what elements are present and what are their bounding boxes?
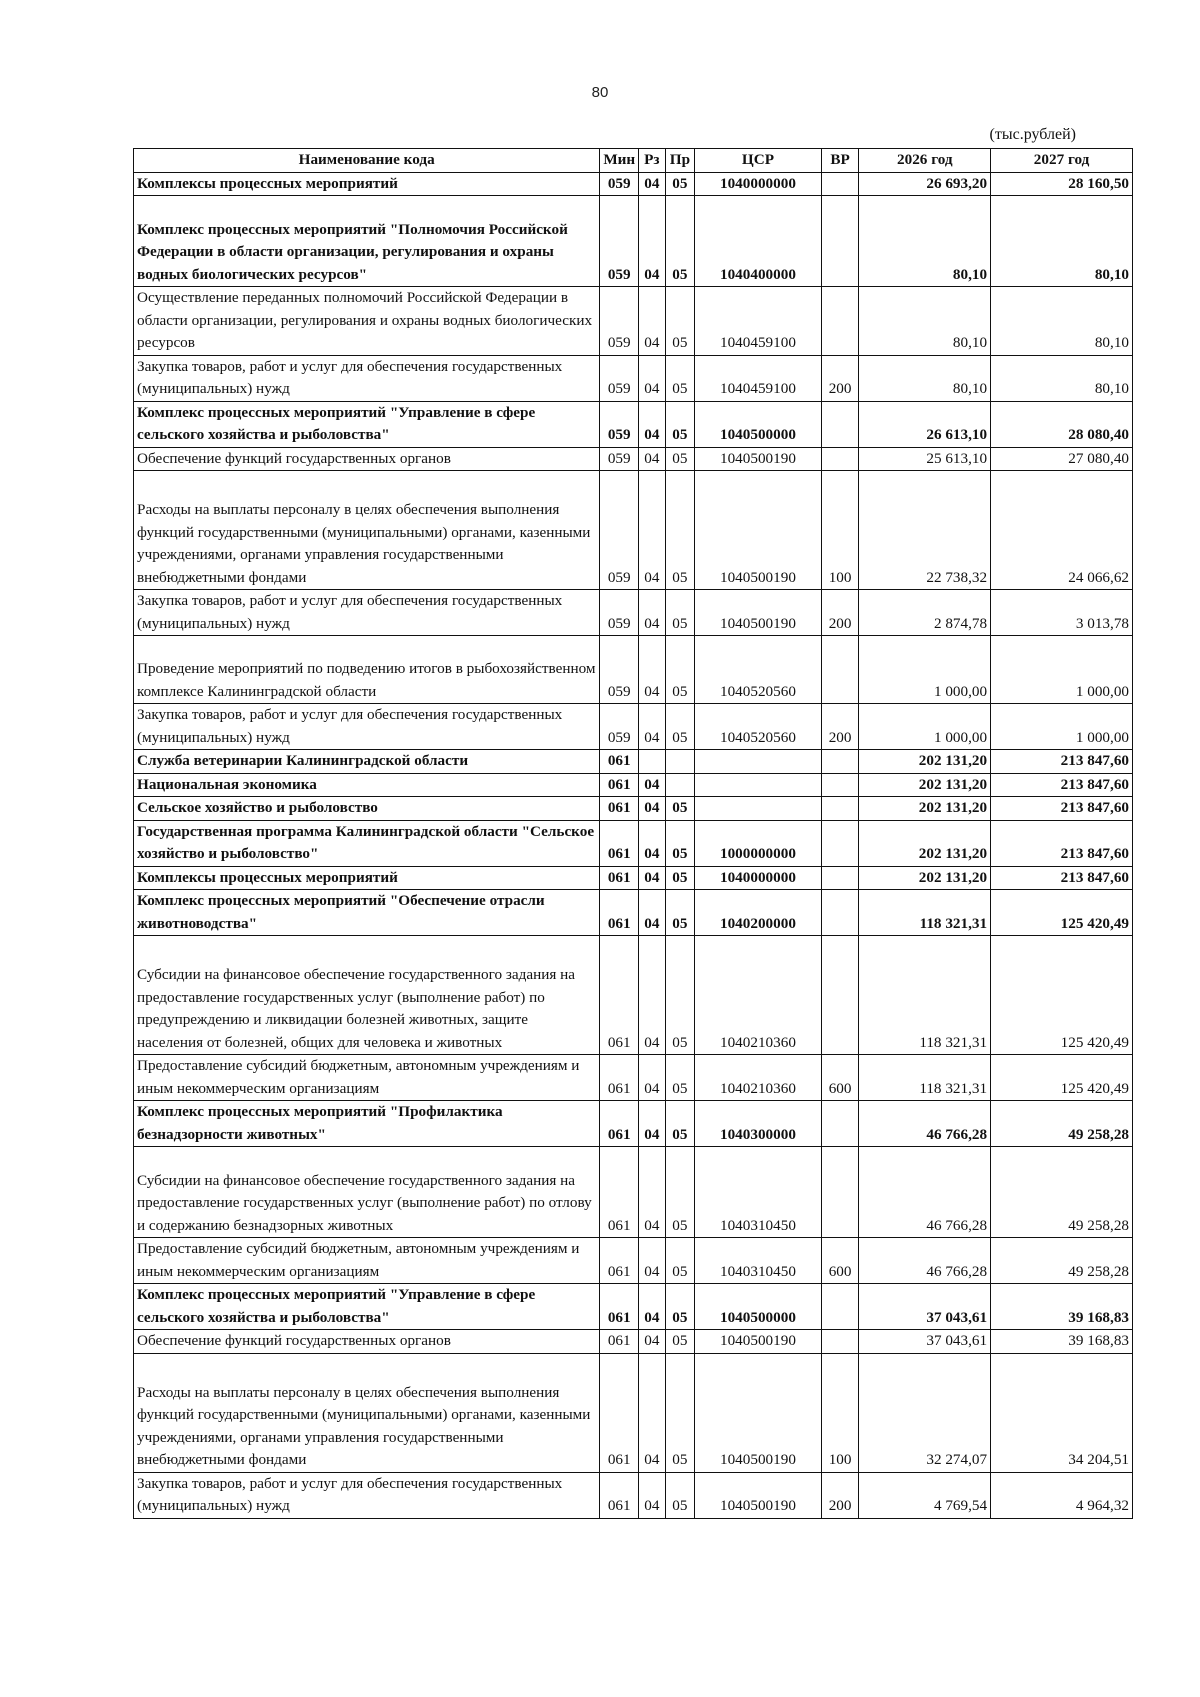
header-pr: Пр bbox=[665, 149, 695, 173]
table-row bbox=[134, 1055, 1133, 1101]
cell-vr bbox=[821, 890, 859, 936]
table-row bbox=[134, 401, 1133, 447]
cell-name: Закупка товаров, работ и услуг для обеспечения государственных (муниципальных) нужд bbox=[134, 1472, 600, 1518]
cell-min: 059 bbox=[600, 196, 639, 287]
cell-csr: 1040300000 bbox=[695, 1101, 822, 1147]
cell-pr bbox=[665, 773, 695, 797]
cell-csr: 1040500190 bbox=[695, 1330, 822, 1354]
cell-rz: 04 bbox=[639, 590, 666, 636]
cell-name: Закупка товаров, работ и услуг для обеспечения государственных (муниципальных) нужд bbox=[134, 355, 600, 401]
cell-rz: 04 bbox=[639, 355, 666, 401]
cell-2026: 22 738,32 bbox=[859, 471, 991, 590]
header-2026: 2026 год bbox=[859, 149, 991, 173]
cell-2027: 213 847,60 bbox=[991, 773, 1133, 797]
cell-2027: 213 847,60 bbox=[991, 750, 1133, 774]
cell-min: 059 bbox=[600, 471, 639, 590]
cell-min: 059 bbox=[600, 590, 639, 636]
cell-name: Обеспечение функций государственных органов bbox=[134, 447, 600, 471]
cell-min: 061 bbox=[600, 1147, 639, 1238]
header-name: Наименование кода bbox=[134, 149, 600, 173]
cell-2026: 2 874,78 bbox=[859, 590, 991, 636]
cell-pr: 05 bbox=[665, 447, 695, 471]
table-row bbox=[134, 890, 1133, 936]
page-number: 80 bbox=[591, 84, 609, 101]
header-vr: ВР bbox=[821, 149, 859, 173]
cell-min: 059 bbox=[600, 447, 639, 471]
cell-name: Предоставление субсидий бюджетным, автономным учреждениям и иным некоммерческим организациям bbox=[134, 1055, 600, 1101]
cell-2027: 49 258,28 bbox=[991, 1147, 1133, 1238]
cell-csr: 1040520560 bbox=[695, 636, 822, 704]
cell-vr bbox=[821, 196, 859, 287]
table-row bbox=[134, 1238, 1133, 1284]
cell-pr: 05 bbox=[665, 471, 695, 590]
cell-pr: 05 bbox=[665, 820, 695, 866]
cell-rz: 04 bbox=[639, 797, 666, 821]
cell-name: Комплекс процессных мероприятий "Управление в сфере сельского хозяйства и рыболовства" bbox=[134, 401, 600, 447]
cell-rz: 04 bbox=[639, 1353, 666, 1472]
cell-csr: 1040310450 bbox=[695, 1147, 822, 1238]
cell-rz: 04 bbox=[639, 1330, 666, 1354]
cell-vr bbox=[821, 820, 859, 866]
cell-min: 061 bbox=[600, 1101, 639, 1147]
cell-rz: 04 bbox=[639, 1147, 666, 1238]
cell-csr: 1040500190 bbox=[695, 590, 822, 636]
table-row bbox=[134, 1472, 1133, 1518]
cell-vr: 600 bbox=[821, 1238, 859, 1284]
cell-pr: 05 bbox=[665, 590, 695, 636]
cell-vr: 600 bbox=[821, 1055, 859, 1101]
cell-rz: 04 bbox=[639, 471, 666, 590]
cell-2026: 202 131,20 bbox=[859, 773, 991, 797]
table-row bbox=[134, 1101, 1133, 1147]
cell-2026: 25 613,10 bbox=[859, 447, 991, 471]
cell-2026: 46 766,28 bbox=[859, 1147, 991, 1238]
units-label: (тыс.рублей) bbox=[989, 126, 1076, 143]
cell-csr bbox=[695, 797, 822, 821]
cell-rz: 04 bbox=[639, 820, 666, 866]
cell-vr bbox=[821, 750, 859, 774]
cell-name: Закупка товаров, работ и услуг для обеспечения государственных (муниципальных) нужд bbox=[134, 590, 600, 636]
cell-pr: 05 bbox=[665, 1238, 695, 1284]
cell-min: 061 bbox=[600, 1353, 639, 1472]
cell-min: 061 bbox=[600, 1472, 639, 1518]
table-row bbox=[134, 1353, 1133, 1472]
cell-name: Расходы на выплаты персоналу в целях обеспечения выполнения функций государственными (муниципальными) органами, казенными учреждениями, органами управления государственными внебюджетными фондами bbox=[134, 1353, 600, 1472]
cell-vr: 100 bbox=[821, 471, 859, 590]
cell-csr: 1040459100 bbox=[695, 355, 822, 401]
cell-pr: 05 bbox=[665, 1147, 695, 1238]
cell-pr: 05 bbox=[665, 1101, 695, 1147]
cell-min: 061 bbox=[600, 866, 639, 890]
cell-2027: 3 013,78 bbox=[991, 590, 1133, 636]
cell-vr bbox=[821, 447, 859, 471]
cell-vr bbox=[821, 773, 859, 797]
cell-min: 059 bbox=[600, 636, 639, 704]
cell-pr: 05 bbox=[665, 355, 695, 401]
cell-pr: 05 bbox=[665, 936, 695, 1055]
cell-min: 061 bbox=[600, 773, 639, 797]
cell-2027: 27 080,40 bbox=[991, 447, 1133, 471]
table-row bbox=[134, 704, 1133, 750]
cell-name: Комплексы процессных мероприятий bbox=[134, 172, 600, 196]
header-min: Мин bbox=[600, 149, 639, 173]
cell-pr: 05 bbox=[665, 196, 695, 287]
cell-pr: 05 bbox=[665, 636, 695, 704]
cell-2027: 49 258,28 bbox=[991, 1238, 1133, 1284]
table-row bbox=[134, 1147, 1133, 1238]
cell-2026: 202 131,20 bbox=[859, 750, 991, 774]
cell-vr: 200 bbox=[821, 355, 859, 401]
table-row bbox=[134, 636, 1133, 704]
cell-name: Государственная программа Калининградской области "Сельское хозяйство и рыболовство" bbox=[134, 820, 600, 866]
cell-2027: 80,10 bbox=[991, 196, 1133, 287]
cell-2027: 24 066,62 bbox=[991, 471, 1133, 590]
cell-csr: 1040310450 bbox=[695, 1238, 822, 1284]
cell-vr bbox=[821, 936, 859, 1055]
table-row bbox=[134, 471, 1133, 590]
cell-2027: 125 420,49 bbox=[991, 890, 1133, 936]
cell-csr: 1040000000 bbox=[695, 172, 822, 196]
cell-2026: 118 321,31 bbox=[859, 936, 991, 1055]
cell-2027: 28 160,50 bbox=[991, 172, 1133, 196]
cell-rz: 04 bbox=[639, 1472, 666, 1518]
cell-pr: 05 bbox=[665, 704, 695, 750]
cell-2026: 118 321,31 bbox=[859, 890, 991, 936]
cell-2026: 202 131,20 bbox=[859, 866, 991, 890]
cell-2026: 37 043,61 bbox=[859, 1330, 991, 1354]
cell-rz: 04 bbox=[639, 1101, 666, 1147]
cell-rz: 04 bbox=[639, 936, 666, 1055]
cell-2027: 39 168,83 bbox=[991, 1284, 1133, 1330]
cell-pr: 05 bbox=[665, 1284, 695, 1330]
cell-2027: 80,10 bbox=[991, 287, 1133, 356]
cell-2026: 26 693,20 bbox=[859, 172, 991, 196]
cell-csr bbox=[695, 773, 822, 797]
cell-pr: 05 bbox=[665, 797, 695, 821]
cell-rz: 04 bbox=[639, 866, 666, 890]
cell-vr: 200 bbox=[821, 704, 859, 750]
cell-csr: 1040500190 bbox=[695, 1353, 822, 1472]
cell-pr: 05 bbox=[665, 1055, 695, 1101]
cell-2026: 26 613,10 bbox=[859, 401, 991, 447]
table-row bbox=[134, 196, 1133, 287]
cell-rz: 04 bbox=[639, 287, 666, 356]
cell-2027: 213 847,60 bbox=[991, 797, 1133, 821]
cell-vr: 200 bbox=[821, 590, 859, 636]
cell-2026: 118 321,31 bbox=[859, 1055, 991, 1101]
cell-2027: 213 847,60 bbox=[991, 820, 1133, 866]
cell-2026: 4 769,54 bbox=[859, 1472, 991, 1518]
cell-pr: 05 bbox=[665, 401, 695, 447]
cell-vr bbox=[821, 287, 859, 356]
cell-vr bbox=[821, 866, 859, 890]
cell-vr: 100 bbox=[821, 1353, 859, 1472]
cell-min: 059 bbox=[600, 287, 639, 356]
cell-vr bbox=[821, 1284, 859, 1330]
cell-name: Проведение мероприятий по подведению итогов в рыбохозяйственном комплексе Калининградской области bbox=[134, 636, 600, 704]
cell-2027: 213 847,60 bbox=[991, 866, 1133, 890]
cell-name: Служба ветеринарии Калининградской области bbox=[134, 750, 600, 774]
cell-csr: 1040500190 bbox=[695, 1472, 822, 1518]
cell-pr: 05 bbox=[665, 890, 695, 936]
cell-name: Комплекс процессных мероприятий "Управление в сфере сельского хозяйства и рыболовства" bbox=[134, 1284, 600, 1330]
cell-csr: 1040000000 bbox=[695, 866, 822, 890]
cell-csr: 1040500190 bbox=[695, 447, 822, 471]
cell-rz: 04 bbox=[639, 447, 666, 471]
header-rz: Рз bbox=[639, 149, 666, 173]
cell-name: Комплекс процессных мероприятий "Профилактика безнадзорности животных" bbox=[134, 1101, 600, 1147]
cell-2027: 4 964,32 bbox=[991, 1472, 1133, 1518]
table-row bbox=[134, 287, 1133, 356]
cell-csr: 1040500190 bbox=[695, 471, 822, 590]
table-row bbox=[134, 820, 1133, 866]
cell-2026: 32 274,07 bbox=[859, 1353, 991, 1472]
cell-csr: 1000000000 bbox=[695, 820, 822, 866]
cell-min: 059 bbox=[600, 355, 639, 401]
cell-name: Сельское хозяйство и рыболовство bbox=[134, 797, 600, 821]
cell-rz: 04 bbox=[639, 401, 666, 447]
table-row bbox=[134, 773, 1133, 797]
cell-rz: 04 bbox=[639, 1238, 666, 1284]
cell-vr bbox=[821, 1330, 859, 1354]
table-row bbox=[134, 866, 1133, 890]
header-csr: ЦСР bbox=[695, 149, 822, 173]
cell-rz: 04 bbox=[639, 704, 666, 750]
cell-2026: 202 131,20 bbox=[859, 820, 991, 866]
cell-min: 059 bbox=[600, 401, 639, 447]
cell-2026: 80,10 bbox=[859, 355, 991, 401]
cell-vr bbox=[821, 797, 859, 821]
cell-min: 061 bbox=[600, 1238, 639, 1284]
cell-csr: 1040200000 bbox=[695, 890, 822, 936]
cell-vr bbox=[821, 1147, 859, 1238]
cell-min: 059 bbox=[600, 704, 639, 750]
cell-2027: 1 000,00 bbox=[991, 704, 1133, 750]
cell-rz: 04 bbox=[639, 636, 666, 704]
cell-vr bbox=[821, 172, 859, 196]
cell-min: 061 bbox=[600, 1330, 639, 1354]
cell-2027: 34 204,51 bbox=[991, 1353, 1133, 1472]
cell-csr: 1040500000 bbox=[695, 401, 822, 447]
cell-name: Обеспечение функций государственных органов bbox=[134, 1330, 600, 1354]
cell-vr bbox=[821, 401, 859, 447]
cell-csr: 1040400000 bbox=[695, 196, 822, 287]
table-row bbox=[134, 172, 1133, 196]
cell-min: 061 bbox=[600, 750, 639, 774]
cell-2026: 46 766,28 bbox=[859, 1238, 991, 1284]
table-row bbox=[134, 447, 1133, 471]
cell-2027: 125 420,49 bbox=[991, 1055, 1133, 1101]
cell-min: 061 bbox=[600, 936, 639, 1055]
cell-csr: 1040210360 bbox=[695, 936, 822, 1055]
cell-2027: 125 420,49 bbox=[991, 936, 1133, 1055]
cell-vr bbox=[821, 636, 859, 704]
cell-rz bbox=[639, 750, 666, 774]
cell-min: 061 bbox=[600, 1284, 639, 1330]
cell-2026: 80,10 bbox=[859, 196, 991, 287]
table-header-row bbox=[134, 149, 1133, 173]
cell-pr: 05 bbox=[665, 172, 695, 196]
cell-name: Субсидии на финансовое обеспечение государственного задания на предоставление государственных услуг (выполнение работ) по предупреждению и ликвидации болезней животных, защите населения от болезней, общих для человека и животных bbox=[134, 936, 600, 1055]
cell-csr: 1040500000 bbox=[695, 1284, 822, 1330]
cell-csr: 1040520560 bbox=[695, 704, 822, 750]
cell-2026: 202 131,20 bbox=[859, 797, 991, 821]
cell-rz: 04 bbox=[639, 172, 666, 196]
table-row bbox=[134, 797, 1133, 821]
cell-pr: 05 bbox=[665, 1472, 695, 1518]
cell-2027: 1 000,00 bbox=[991, 636, 1133, 704]
cell-rz: 04 bbox=[639, 196, 666, 287]
cell-pr: 05 bbox=[665, 1330, 695, 1354]
cell-name: Закупка товаров, работ и услуг для обеспечения государственных (муниципальных) нужд bbox=[134, 704, 600, 750]
cell-min: 061 bbox=[600, 820, 639, 866]
cell-rz: 04 bbox=[639, 890, 666, 936]
cell-min: 061 bbox=[600, 1055, 639, 1101]
cell-2027: 80,10 bbox=[991, 355, 1133, 401]
cell-vr bbox=[821, 1101, 859, 1147]
header-2027: 2027 год bbox=[991, 149, 1133, 173]
budget-table bbox=[133, 148, 1133, 1519]
cell-2027: 28 080,40 bbox=[991, 401, 1133, 447]
table-row bbox=[134, 936, 1133, 1055]
cell-rz: 04 bbox=[639, 1055, 666, 1101]
cell-pr: 05 bbox=[665, 866, 695, 890]
cell-vr: 200 bbox=[821, 1472, 859, 1518]
table-row bbox=[134, 750, 1133, 774]
cell-min: 061 bbox=[600, 890, 639, 936]
cell-pr: 05 bbox=[665, 287, 695, 356]
table-row bbox=[134, 1284, 1133, 1330]
cell-2027: 49 258,28 bbox=[991, 1101, 1133, 1147]
cell-2026: 80,10 bbox=[859, 287, 991, 356]
cell-2026: 46 766,28 bbox=[859, 1101, 991, 1147]
cell-name: Национальная экономика bbox=[134, 773, 600, 797]
table-row bbox=[134, 590, 1133, 636]
cell-min: 061 bbox=[600, 797, 639, 821]
cell-name: Субсидии на финансовое обеспечение государственного задания на предоставление государственных услуг (выполнение работ) по отлову и содержанию безнадзорных животных bbox=[134, 1147, 600, 1238]
cell-2027: 39 168,83 bbox=[991, 1330, 1133, 1354]
cell-pr bbox=[665, 750, 695, 774]
cell-rz: 04 bbox=[639, 773, 666, 797]
cell-name: Комплекс процессных мероприятий "Обеспечение отрасли животноводства" bbox=[134, 890, 600, 936]
cell-rz: 04 bbox=[639, 1284, 666, 1330]
cell-2026: 1 000,00 bbox=[859, 636, 991, 704]
cell-2026: 1 000,00 bbox=[859, 704, 991, 750]
cell-name: Осуществление переданных полномочий Российской Федерации в области организации, регулирования и охраны водных биологических ресурсов bbox=[134, 287, 600, 356]
table-row bbox=[134, 1330, 1133, 1354]
cell-2026: 37 043,61 bbox=[859, 1284, 991, 1330]
cell-csr bbox=[695, 750, 822, 774]
cell-csr: 1040459100 bbox=[695, 287, 822, 356]
cell-pr: 05 bbox=[665, 1353, 695, 1472]
cell-name: Расходы на выплаты персоналу в целях обеспечения выполнения функций государственными (муниципальными) органами, казенными учреждениями, органами управления государственными внебюджетными фондами bbox=[134, 471, 600, 590]
cell-name: Комплексы процессных мероприятий bbox=[134, 866, 600, 890]
table-row bbox=[134, 355, 1133, 401]
cell-name: Комплекс процессных мероприятий "Полномочия Российской Федерации в области организации, регулирования и охраны водных биологических ресурсов" bbox=[134, 196, 600, 287]
cell-min: 059 bbox=[600, 172, 639, 196]
cell-csr: 1040210360 bbox=[695, 1055, 822, 1101]
cell-name: Предоставление субсидий бюджетным, автономным учреждениям и иным некоммерческим организациям bbox=[134, 1238, 600, 1284]
